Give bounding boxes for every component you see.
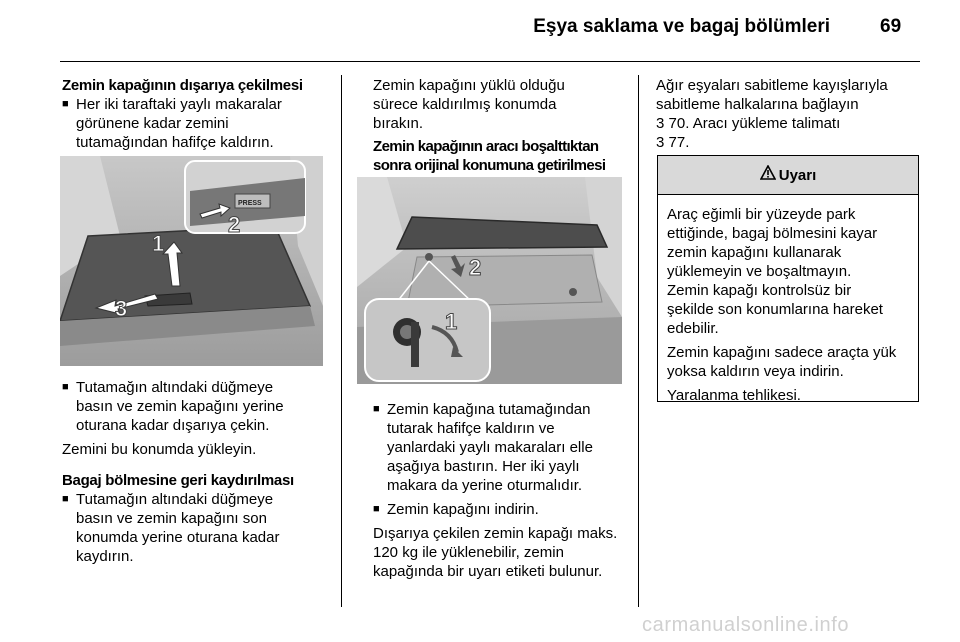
bullet-line: aşağıya bastırın. Her iki yaylı [387,458,580,475]
list-item [373,500,631,519]
bullet-line: yanlardaki yaylı makaraları elle [387,439,593,456]
list-item [62,490,330,566]
bullet-line: Tutamağın altındaki düğmeye [76,379,274,396]
column-1-lower [62,378,330,566]
column-divider-2 [638,75,639,607]
column-divider-1 [341,75,342,607]
bullet-line: oturana kadar dışarıya çekin. [76,417,270,434]
figure-floor-pull-out-drawing [60,156,323,366]
bullet-line: tutamağından hafifçe kaldırın. [76,134,274,151]
bullet-line: Her iki taraftaki yaylı makaralar [76,96,282,113]
figure-floor-pull-out [60,156,323,366]
bullet-line: Zemin kapağına tutamağından [387,401,591,418]
warning-title: Uyarı [778,166,817,184]
bullet-line: makara da yerine oturmalıdır. [387,477,583,494]
text-line: Ağır eşyaları sabitleme kayışlarıyla [656,77,888,94]
list-item [62,95,330,152]
bullet-square-icon: ■ [62,493,69,505]
figure-floor-return [357,177,622,384]
text-line: sürece kaldırılmış konumda [373,96,557,113]
figure-label-3: 3 [115,296,128,321]
list-item [373,400,631,495]
warning-body [658,195,918,405]
subheading-slide-back: Bagaj bölmesine geri kaydırılması [62,472,294,489]
bullet-square-icon: ■ [373,403,380,415]
cross-reference[interactable]: 3 70. Aracı yükleme talimatı [656,115,841,132]
text-line: edebilir. [667,320,719,337]
bullet-square-icon: ■ [373,503,380,515]
cross-reference[interactable]: 3 77. [656,134,690,151]
page-number: 69 [880,16,902,37]
text-line: bırakın. [373,115,424,132]
bullet-square-icon: ■ [62,98,69,110]
warning-box [657,155,919,402]
text-line: Zemin kapağının aracı boşalttıktan [373,138,599,155]
figure-label-2: 2 [469,255,482,280]
paragraph [373,76,625,133]
figure-press-label: PRESS [238,200,262,207]
text-line: Zemin kapağı kontrolsüz bir [667,282,852,299]
text-line: sabitleme halkalarına bağlayın [656,96,859,113]
text-line: Araç eğimli bir yüzeyde park [667,206,856,223]
list-item [62,378,330,435]
warning-paragraph [667,343,909,381]
text-line: şekilde son konumlarına hareket [667,301,883,318]
bullet-line: Tutamağın altındaki düğmeye [76,491,274,508]
figure-label-1: 1 [445,309,458,334]
bullet-square-icon: ■ [62,381,69,393]
text-line: Zemin kapağını sadece araçta yük [667,344,897,361]
text-line: zemin kapağını kullanarak [667,244,842,261]
text-line: kapağında bir uyarı etiketi bulunur. [373,563,603,580]
paragraph [656,76,920,152]
bullet-line: basın ve zemin kapağını son [76,510,267,527]
text-line: sonra orijinal konumuna getirilmesi [373,157,606,174]
warning-paragraph: Yaralanma tehlikesi. [667,387,801,404]
header-rule [60,61,920,62]
paragraph: Zemini bu konumda yükleyin. [62,441,257,458]
subheading-return [373,137,625,175]
bullet-line: kaydırın. [76,548,134,565]
bullet-line: konumda yerine oturana kadar [76,529,280,546]
paragraph [373,524,631,581]
subheading-pull-out: Zemin kapağının dışarıya çekilmesi [62,77,303,94]
figure-label-2: 2 [228,212,241,237]
column-2 [373,76,625,175]
warning-header [658,156,918,195]
warning-paragraph [667,205,909,338]
section-title: Eşya saklama ve bagaj bölümleri [533,16,830,37]
text-line: yüklemeyin ve boşaltmayın. [667,263,852,280]
bullet-line: Zemin kapağını indirin. [387,501,539,518]
column-2-lower [373,400,631,581]
column-1 [62,76,330,152]
text-line: ettiğinde, bagaj bölmesini kayar [667,225,878,242]
bullet-line: görünene kadar zemini [76,115,229,132]
bullet-line: basın ve zemin kapağını yerine [76,398,284,415]
figure-floor-return-drawing [357,177,622,384]
bullet-line: tutarak hafifçe kaldırın ve [387,420,555,437]
column-3 [656,76,920,152]
text-line: Dışarıya çekilen zemin kapağı maks. [373,525,618,542]
figure-label-1: 1 [152,231,165,256]
text-line: yoksa kaldırın veya indirin. [667,363,844,380]
watermark[interactable]: carmanualsonline.info [642,614,850,636]
warning-triangle-icon [760,165,776,185]
text-line: 120 kg ile yüklenebilir, zemin [373,544,564,561]
text-line: Zemin kapağını yüklü olduğu [373,77,565,94]
